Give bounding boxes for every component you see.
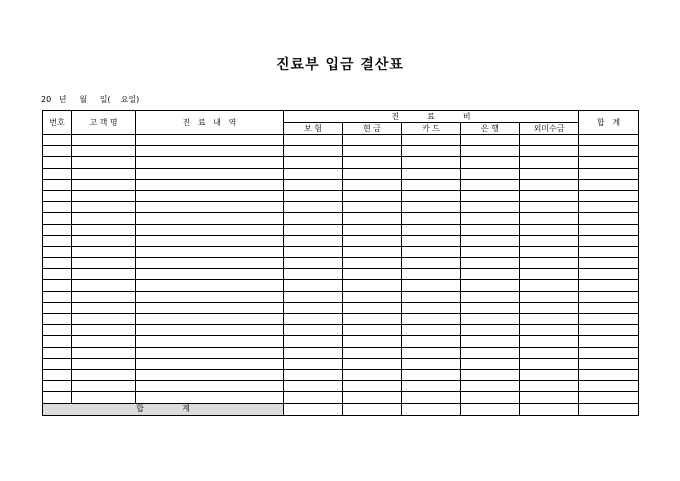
total-bank-cell[interactable]	[461, 403, 520, 415]
cash-cell[interactable]	[343, 213, 402, 224]
details-cell[interactable]	[136, 269, 284, 280]
insurance-cell[interactable]	[284, 258, 343, 269]
card-cell[interactable]	[402, 347, 461, 358]
number-cell[interactable]	[43, 280, 72, 291]
cash-cell[interactable]	[343, 325, 402, 336]
number-cell[interactable]	[43, 392, 72, 403]
bank-cell[interactable]	[461, 246, 520, 257]
details-cell[interactable]	[136, 168, 284, 179]
card-cell[interactable]	[402, 235, 461, 246]
insurance-cell[interactable]	[284, 291, 343, 302]
table-row	[43, 190, 639, 201]
customer-cell[interactable]	[72, 258, 136, 269]
header-total: 합 계	[579, 111, 639, 135]
total-cash-cell[interactable]	[343, 403, 402, 415]
table-row	[43, 224, 639, 235]
receivable-cell[interactable]	[520, 202, 579, 213]
total-cell[interactable]	[579, 314, 639, 325]
total-cell[interactable]	[579, 381, 639, 392]
total-card-cell[interactable]	[402, 403, 461, 415]
receivable-cell[interactable]	[520, 369, 579, 380]
cash-cell[interactable]	[343, 302, 402, 313]
customer-cell[interactable]	[72, 381, 136, 392]
details-cell[interactable]	[136, 369, 284, 380]
table-row	[43, 325, 639, 336]
receivable-cell[interactable]	[520, 168, 579, 179]
customer-cell[interactable]	[72, 302, 136, 313]
number-cell[interactable]	[43, 213, 72, 224]
bank-cell[interactable]	[461, 135, 520, 146]
table-row	[43, 358, 639, 369]
insurance-cell[interactable]	[284, 179, 343, 190]
customer-cell[interactable]	[72, 157, 136, 168]
number-cell[interactable]	[43, 302, 72, 313]
settlement-table	[42, 110, 639, 416]
bank-cell[interactable]	[461, 235, 520, 246]
receivable-cell[interactable]	[520, 280, 579, 291]
total-cell[interactable]	[579, 358, 639, 369]
number-cell[interactable]	[43, 291, 72, 302]
details-cell[interactable]	[136, 157, 284, 168]
receivable-cell[interactable]	[520, 269, 579, 280]
total-cell[interactable]	[579, 179, 639, 190]
bank-cell[interactable]	[461, 168, 520, 179]
bank-cell[interactable]	[461, 280, 520, 291]
details-cell[interactable]	[136, 347, 284, 358]
number-cell[interactable]	[43, 202, 72, 213]
card-cell[interactable]	[402, 179, 461, 190]
table-row	[43, 392, 639, 403]
customer-cell[interactable]	[72, 246, 136, 257]
card-cell[interactable]	[402, 302, 461, 313]
bank-cell[interactable]	[461, 314, 520, 325]
total-row	[43, 403, 639, 415]
bank-cell[interactable]	[461, 336, 520, 347]
cash-cell[interactable]	[343, 179, 402, 190]
header-insurance: 보 험	[284, 123, 343, 135]
details-cell[interactable]	[136, 258, 284, 269]
table-row	[43, 369, 639, 380]
receivable-cell[interactable]	[520, 157, 579, 168]
table-row	[43, 202, 639, 213]
card-cell[interactable]	[402, 224, 461, 235]
number-cell[interactable]	[43, 146, 72, 157]
total-cell[interactable]	[579, 369, 639, 380]
insurance-cell[interactable]	[284, 213, 343, 224]
table-row	[43, 314, 639, 325]
card-cell[interactable]	[402, 381, 461, 392]
insurance-cell[interactable]	[284, 336, 343, 347]
receivable-cell[interactable]	[520, 179, 579, 190]
number-cell[interactable]	[43, 369, 72, 380]
details-cell[interactable]	[136, 291, 284, 302]
details-cell[interactable]	[136, 336, 284, 347]
card-cell[interactable]	[402, 135, 461, 146]
customer-cell[interactable]	[72, 235, 136, 246]
total-cell[interactable]	[579, 336, 639, 347]
number-cell[interactable]	[43, 325, 72, 336]
bank-cell[interactable]	[461, 190, 520, 201]
bank-cell[interactable]	[461, 213, 520, 224]
cash-cell[interactable]	[343, 358, 402, 369]
insurance-cell[interactable]	[284, 392, 343, 403]
receivable-cell[interactable]	[520, 235, 579, 246]
table-row	[43, 213, 639, 224]
table-body	[43, 135, 639, 416]
total-receivable-cell[interactable]	[520, 403, 579, 415]
bank-cell[interactable]	[461, 291, 520, 302]
cash-cell[interactable]	[343, 168, 402, 179]
bank-cell[interactable]	[461, 325, 520, 336]
receivable-cell[interactable]	[520, 314, 579, 325]
customer-cell[interactable]	[72, 291, 136, 302]
grand-total-cell[interactable]	[579, 403, 639, 415]
total-cell[interactable]	[579, 246, 639, 257]
details-cell[interactable]	[136, 179, 284, 190]
table-row	[43, 336, 639, 347]
total-cell[interactable]	[579, 224, 639, 235]
customer-cell[interactable]	[72, 179, 136, 190]
customer-cell[interactable]	[72, 336, 136, 347]
cash-cell[interactable]	[343, 291, 402, 302]
total-insurance-cell[interactable]	[284, 403, 343, 415]
details-cell[interactable]	[136, 224, 284, 235]
cash-cell[interactable]	[343, 314, 402, 325]
number-cell[interactable]	[43, 168, 72, 179]
total-cell[interactable]	[579, 213, 639, 224]
card-cell[interactable]	[402, 146, 461, 157]
total-cell[interactable]	[579, 347, 639, 358]
card-cell[interactable]	[402, 213, 461, 224]
date-line: 20 년 월 일( 요일)	[41, 95, 140, 104]
cash-cell[interactable]	[343, 392, 402, 403]
card-cell[interactable]	[402, 369, 461, 380]
table-row	[43, 135, 639, 146]
table-row	[43, 302, 639, 313]
customer-cell[interactable]	[72, 280, 136, 291]
cash-cell[interactable]	[343, 381, 402, 392]
insurance-cell[interactable]	[284, 202, 343, 213]
number-cell[interactable]	[43, 347, 72, 358]
customer-cell[interactable]	[72, 392, 136, 403]
customer-cell[interactable]	[72, 135, 136, 146]
details-cell[interactable]	[136, 358, 284, 369]
details-cell[interactable]	[136, 280, 284, 291]
number-cell[interactable]	[43, 314, 72, 325]
bank-cell[interactable]	[461, 369, 520, 380]
details-cell[interactable]	[136, 235, 284, 246]
card-cell[interactable]	[402, 314, 461, 325]
details-cell[interactable]	[136, 246, 284, 257]
number-cell[interactable]	[43, 246, 72, 257]
table-row	[43, 235, 639, 246]
receivable-cell[interactable]	[520, 291, 579, 302]
table-row	[43, 246, 639, 257]
receivable-cell[interactable]	[520, 392, 579, 403]
receivable-cell[interactable]	[520, 190, 579, 201]
details-cell[interactable]	[136, 135, 284, 146]
receivable-cell[interactable]	[520, 302, 579, 313]
total-cell[interactable]	[579, 392, 639, 403]
bank-cell[interactable]	[461, 258, 520, 269]
insurance-cell[interactable]	[284, 157, 343, 168]
page-title: 진료부 입금 결산표	[276, 57, 404, 73]
insurance-cell[interactable]	[284, 190, 343, 201]
cash-cell[interactable]	[343, 202, 402, 213]
details-cell[interactable]	[136, 392, 284, 403]
cash-cell[interactable]	[343, 269, 402, 280]
bank-cell[interactable]	[461, 179, 520, 190]
number-cell[interactable]	[43, 157, 72, 168]
header-number: 번호	[43, 111, 72, 135]
insurance-cell[interactable]	[284, 135, 343, 146]
customer-cell[interactable]	[72, 347, 136, 358]
receivable-cell[interactable]	[520, 336, 579, 347]
card-cell[interactable]	[402, 280, 461, 291]
cash-cell[interactable]	[343, 258, 402, 269]
customer-cell[interactable]	[72, 358, 136, 369]
customer-cell[interactable]	[72, 190, 136, 201]
insurance-cell[interactable]	[284, 246, 343, 257]
table-row	[43, 146, 639, 157]
table-row	[43, 280, 639, 291]
card-cell[interactable]	[402, 157, 461, 168]
details-cell[interactable]	[136, 202, 284, 213]
receivable-cell[interactable]	[520, 224, 579, 235]
card-cell[interactable]	[402, 325, 461, 336]
header-details: 진 료 내 역	[136, 111, 284, 135]
total-cell[interactable]	[579, 291, 639, 302]
customer-cell[interactable]	[72, 325, 136, 336]
table-row	[43, 179, 639, 190]
cash-cell[interactable]	[343, 280, 402, 291]
receivable-cell[interactable]	[520, 381, 579, 392]
total-cell[interactable]	[579, 302, 639, 313]
insurance-cell[interactable]	[284, 325, 343, 336]
number-cell[interactable]	[43, 190, 72, 201]
insurance-cell[interactable]	[284, 347, 343, 358]
card-cell[interactable]	[402, 258, 461, 269]
header-card: 카 드	[402, 123, 461, 135]
insurance-cell[interactable]	[284, 224, 343, 235]
header-fee-group: 진 료 비	[284, 111, 579, 123]
number-cell[interactable]	[43, 358, 72, 369]
bank-cell[interactable]	[461, 302, 520, 313]
cash-cell[interactable]	[343, 135, 402, 146]
cash-cell[interactable]	[343, 146, 402, 157]
number-cell[interactable]	[43, 224, 72, 235]
details-cell[interactable]	[136, 213, 284, 224]
cash-cell[interactable]	[343, 190, 402, 201]
bank-cell[interactable]	[461, 202, 520, 213]
customer-cell[interactable]	[72, 369, 136, 380]
cash-cell[interactable]	[343, 347, 402, 358]
cash-cell[interactable]	[343, 369, 402, 380]
bank-cell[interactable]	[461, 157, 520, 168]
bank-cell[interactable]	[461, 347, 520, 358]
bank-cell[interactable]	[461, 269, 520, 280]
customer-cell[interactable]	[72, 269, 136, 280]
number-cell[interactable]	[43, 135, 72, 146]
bank-cell[interactable]	[461, 146, 520, 157]
total-cell[interactable]	[579, 235, 639, 246]
insurance-cell[interactable]	[284, 358, 343, 369]
customer-cell[interactable]	[72, 202, 136, 213]
receivable-cell[interactable]	[520, 258, 579, 269]
insurance-cell[interactable]	[284, 168, 343, 179]
card-cell[interactable]	[402, 202, 461, 213]
insurance-cell[interactable]	[284, 302, 343, 313]
number-cell[interactable]	[43, 235, 72, 246]
total-cell[interactable]	[579, 157, 639, 168]
cash-cell[interactable]	[343, 246, 402, 257]
card-cell[interactable]	[402, 269, 461, 280]
details-cell[interactable]	[136, 314, 284, 325]
total-cell[interactable]	[579, 146, 639, 157]
bank-cell[interactable]	[461, 358, 520, 369]
bank-cell[interactable]	[461, 224, 520, 235]
cash-cell[interactable]	[343, 336, 402, 347]
cash-cell[interactable]	[343, 157, 402, 168]
receivable-cell[interactable]	[520, 213, 579, 224]
cash-cell[interactable]	[343, 224, 402, 235]
receivable-cell[interactable]	[520, 325, 579, 336]
customer-cell[interactable]	[72, 314, 136, 325]
insurance-cell[interactable]	[284, 146, 343, 157]
number-cell[interactable]	[43, 381, 72, 392]
bank-cell[interactable]	[461, 392, 520, 403]
customer-cell[interactable]	[72, 213, 136, 224]
customer-cell[interactable]	[72, 224, 136, 235]
header-receivable: 외미수금	[520, 123, 579, 135]
insurance-cell[interactable]	[284, 314, 343, 325]
insurance-cell[interactable]	[284, 269, 343, 280]
card-cell[interactable]	[402, 168, 461, 179]
total-cell[interactable]	[579, 280, 639, 291]
cash-cell[interactable]	[343, 235, 402, 246]
insurance-cell[interactable]	[284, 235, 343, 246]
insurance-cell[interactable]	[284, 280, 343, 291]
receivable-cell[interactable]	[520, 347, 579, 358]
number-cell[interactable]	[43, 179, 72, 190]
customer-cell[interactable]	[72, 168, 136, 179]
table-row	[43, 258, 639, 269]
total-cell[interactable]	[579, 258, 639, 269]
insurance-cell[interactable]	[284, 381, 343, 392]
receivable-cell[interactable]	[520, 146, 579, 157]
receivable-cell[interactable]	[520, 358, 579, 369]
table-row	[43, 347, 639, 358]
total-cell[interactable]	[579, 135, 639, 146]
table-row	[43, 157, 639, 168]
table-row	[43, 381, 639, 392]
details-cell[interactable]	[136, 146, 284, 157]
card-cell[interactable]	[402, 291, 461, 302]
total-cell[interactable]	[579, 202, 639, 213]
card-cell[interactable]	[402, 246, 461, 257]
total-cell[interactable]	[579, 190, 639, 201]
total-cell[interactable]	[579, 269, 639, 280]
insurance-cell[interactable]	[284, 369, 343, 380]
number-cell[interactable]	[43, 269, 72, 280]
table-row	[43, 269, 639, 280]
receivable-cell[interactable]	[520, 246, 579, 257]
number-cell[interactable]	[43, 258, 72, 269]
card-cell[interactable]	[402, 358, 461, 369]
customer-cell[interactable]	[72, 146, 136, 157]
card-cell[interactable]	[402, 190, 461, 201]
details-cell[interactable]	[136, 302, 284, 313]
details-cell[interactable]	[136, 190, 284, 201]
receivable-cell[interactable]	[520, 135, 579, 146]
total-row-label: 합 계	[43, 403, 284, 415]
card-cell[interactable]	[402, 336, 461, 347]
header-bank: 은 행	[461, 123, 520, 135]
header-cash: 현 금	[343, 123, 402, 135]
card-cell[interactable]	[402, 392, 461, 403]
details-cell[interactable]	[136, 325, 284, 336]
table-row	[43, 168, 639, 179]
number-cell[interactable]	[43, 336, 72, 347]
header-customer: 고 객 명	[72, 111, 136, 135]
total-cell[interactable]	[579, 168, 639, 179]
total-cell[interactable]	[579, 325, 639, 336]
table-row	[43, 291, 639, 302]
bank-cell[interactable]	[461, 381, 520, 392]
details-cell[interactable]	[136, 381, 284, 392]
